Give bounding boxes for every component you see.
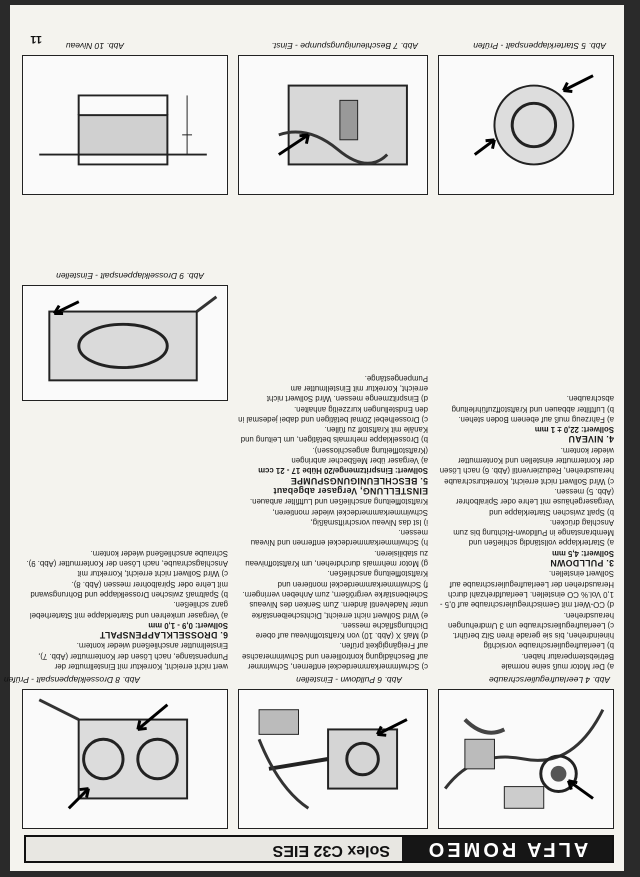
step-1b: b) Leerlaufregulierschraube vorsichtig hineindrehen, bis sie gerade ihren Sitz berührt. [452, 631, 614, 651]
step-6c: c) Wird Sollwert nicht erreicht, Korrektur mit Anschlagschraube, nach Lösen der Kontermutter (Abb. 9). Schraube anschließend wieder kontern. [26, 548, 228, 579]
section-4-heading: 4. NIVEAU [568, 434, 614, 445]
section-5-heading: 5. BESCHLEUNIGUNGSPUMPE [290, 475, 428, 486]
step-4i: i) Ist das Niveau vorschriftsmäßig, Schwimmerkammerdeckel wieder montieren, Kraftstoffleitung anschließen und Luftfilter anbauen. [249, 497, 428, 527]
page-number: 11 [30, 33, 42, 45]
adjustment-heading: EINSTELLUNG, Vergaser abgebaut [273, 485, 428, 496]
figure-8 [22, 689, 228, 829]
step-1a: a) Der Motor muß seine normale Betriebstemperatur haben. [501, 651, 614, 671]
figure-9 [22, 285, 228, 401]
figure-6 [238, 689, 428, 829]
manual-page [3, 5, 624, 871]
page-header [24, 835, 614, 863]
section-4-sollwert: Sollwert: 22,0 ± 1 mm [534, 425, 614, 435]
step-5a: a) Vergaser über Meßbecher anbringen (Kraftstoffleitung angeschlossen). [291, 445, 428, 466]
step-4b: b) Luftfilter abbauen und Kraftstoffzuführleitung abschrauben. [451, 394, 614, 414]
figure-4-caption: Abb. 4 Leerlaufregulierschraube [489, 675, 610, 685]
section-6-sollwert: Sollwert: 0,9 - 1,0 mm [148, 620, 228, 630]
figure-6-caption: Abb. 6 Pulldown - Einstellen [296, 675, 402, 685]
section-6-heading: 6. DROSSELKLAPPENSPALT [99, 630, 228, 641]
figure-10-caption: Abb. 10 Niveau [65, 41, 124, 51]
figure-7 [238, 55, 428, 195]
step-3c: c) Wird Sollwert nicht erreicht, Korrekturschraube herausdrehen, Reduzierventil (Abb. 6) nach Lösen der Kontermutter einstellen und Kontermutter wieder kontern. [439, 445, 614, 486]
figure-5-illustration [439, 56, 613, 194]
step-4a: a) Fahrzeug muß auf ebenem Boden stehen. [458, 414, 614, 424]
text-column-1 [436, 393, 614, 671]
step-4c: c) Schwimmerkammerdeckel entfernen, Schwimmer auf Beschädigung kontrollieren und Schwimmerachse auf Freigängigkeit prüfen. [242, 641, 428, 671]
step-4h: h) Schwimmerkammerdeckel entfernen und Niveau messen. [250, 528, 428, 548]
step-5d: d) Einspritzmenge messen. Wird Sollwert nicht erreicht, Korrektur mit Einstellmutter am Pumpengestänge. [266, 373, 428, 404]
step-1d: d) CO-Wert mit Gemischregulierschraube auf 0,5 - 1,0 Vol.% CO einstellen. Leerlaufdrehzahl durch Herausdrehen der Leerlaufregulierschraube auf Sollwert einstellen. [439, 569, 614, 610]
section-3-sollwert: Sollwert: 4,5 mm [552, 548, 614, 558]
step-4d: d) Maß X (Abb. 10) von Kraftstoffniveau auf obere Dichtungsfläche messen. [255, 620, 428, 641]
figure-9-caption: Abb. 9 Drosselklappenspalt - Einstellen [56, 271, 204, 281]
step-5d-continued: wert nicht erreicht, Korrektur mit Einstellmutter der Pumpenstange, nach Lösen der Kontermutter (Abb. 7), Einstellmutter anschließend wieder kontern. [38, 641, 228, 671]
step-3a: a) Starterklappe vollständig schließen und Membranstange in Pulldown-Richtung bis zum Anschlag drücken. [453, 517, 614, 548]
step-4g: g) Motor mehrmals durchdrehen, um Kraftstoffniveau zu stabilisieren. [245, 548, 428, 569]
section-5-sollwert: Sollwert: Einspritzmenge/20 Hübe 17 - 21 ccm [258, 466, 428, 476]
figure-10 [22, 55, 228, 195]
step-6a: a) Vergaser umkehren und Starterklappe mit Starterhebel ganz schließen. [29, 600, 228, 620]
figure-4-illustration [439, 690, 613, 828]
step-6b: b) Spaltmaß zwischen Drosselklappe und Bohrungswand mit Lehre oder Spiralbohrer messen (Abb. 8). [30, 579, 228, 599]
figure-10-illustration [23, 56, 227, 194]
carburetor-model: Solex C32 EIES [272, 842, 390, 859]
step-4e: e) Wird Sollwert nicht erreicht, Dichtscheibenstärke unter Nadelventil ändern. Zum Senken des Niveaus Scheibenstärke vergrößern, zum Anheben verringern. [242, 589, 428, 620]
figure-6-illustration [239, 690, 427, 828]
figure-8-illustration [23, 690, 227, 828]
figure-4 [438, 689, 614, 829]
figure-5 [438, 55, 614, 195]
brand-title: ALFA ROMEO [402, 837, 612, 861]
figure-5-caption: Abb. 5 Starterklappenspalt - Prüfen [473, 41, 606, 51]
section-3-heading: 3. PULLDOWN [550, 558, 614, 569]
figure-7-illustration [239, 56, 427, 194]
step-5c: c) Drosselhebel 20mal betätigen und dabei jedesmal in den Endstellungen kurzzeitig anhalten. [238, 404, 428, 424]
figure-9-illustration [23, 286, 227, 400]
figure-8-caption: Abb. 8 Drosselklappenspalt - Prüfen [3, 675, 140, 685]
step-1c: c) Leerlaufregulierschraube um 3 Umdrehungen herausdrehen. [448, 610, 614, 630]
step-3b: b) Spalt zwischen Starterklappe und Vergasergehäuse mit Lehre oder Spiralbohrer (Abb. 5) messen. [455, 486, 614, 517]
text-column-2 [238, 372, 428, 671]
step-5b: b) Drosselklappe mehrmals betätigen, um Leitung und Kanäle mit Kraftstoff zu füllen. [240, 425, 428, 445]
figure-7-caption: Abb. 7 Beschleunigungspumpe - Einst. [271, 41, 418, 51]
step-4f: f) Schwimmerkammerdeckel montieren und Kraftstoffleitung anschließen. [277, 569, 428, 589]
text-column-3 [22, 547, 228, 671]
